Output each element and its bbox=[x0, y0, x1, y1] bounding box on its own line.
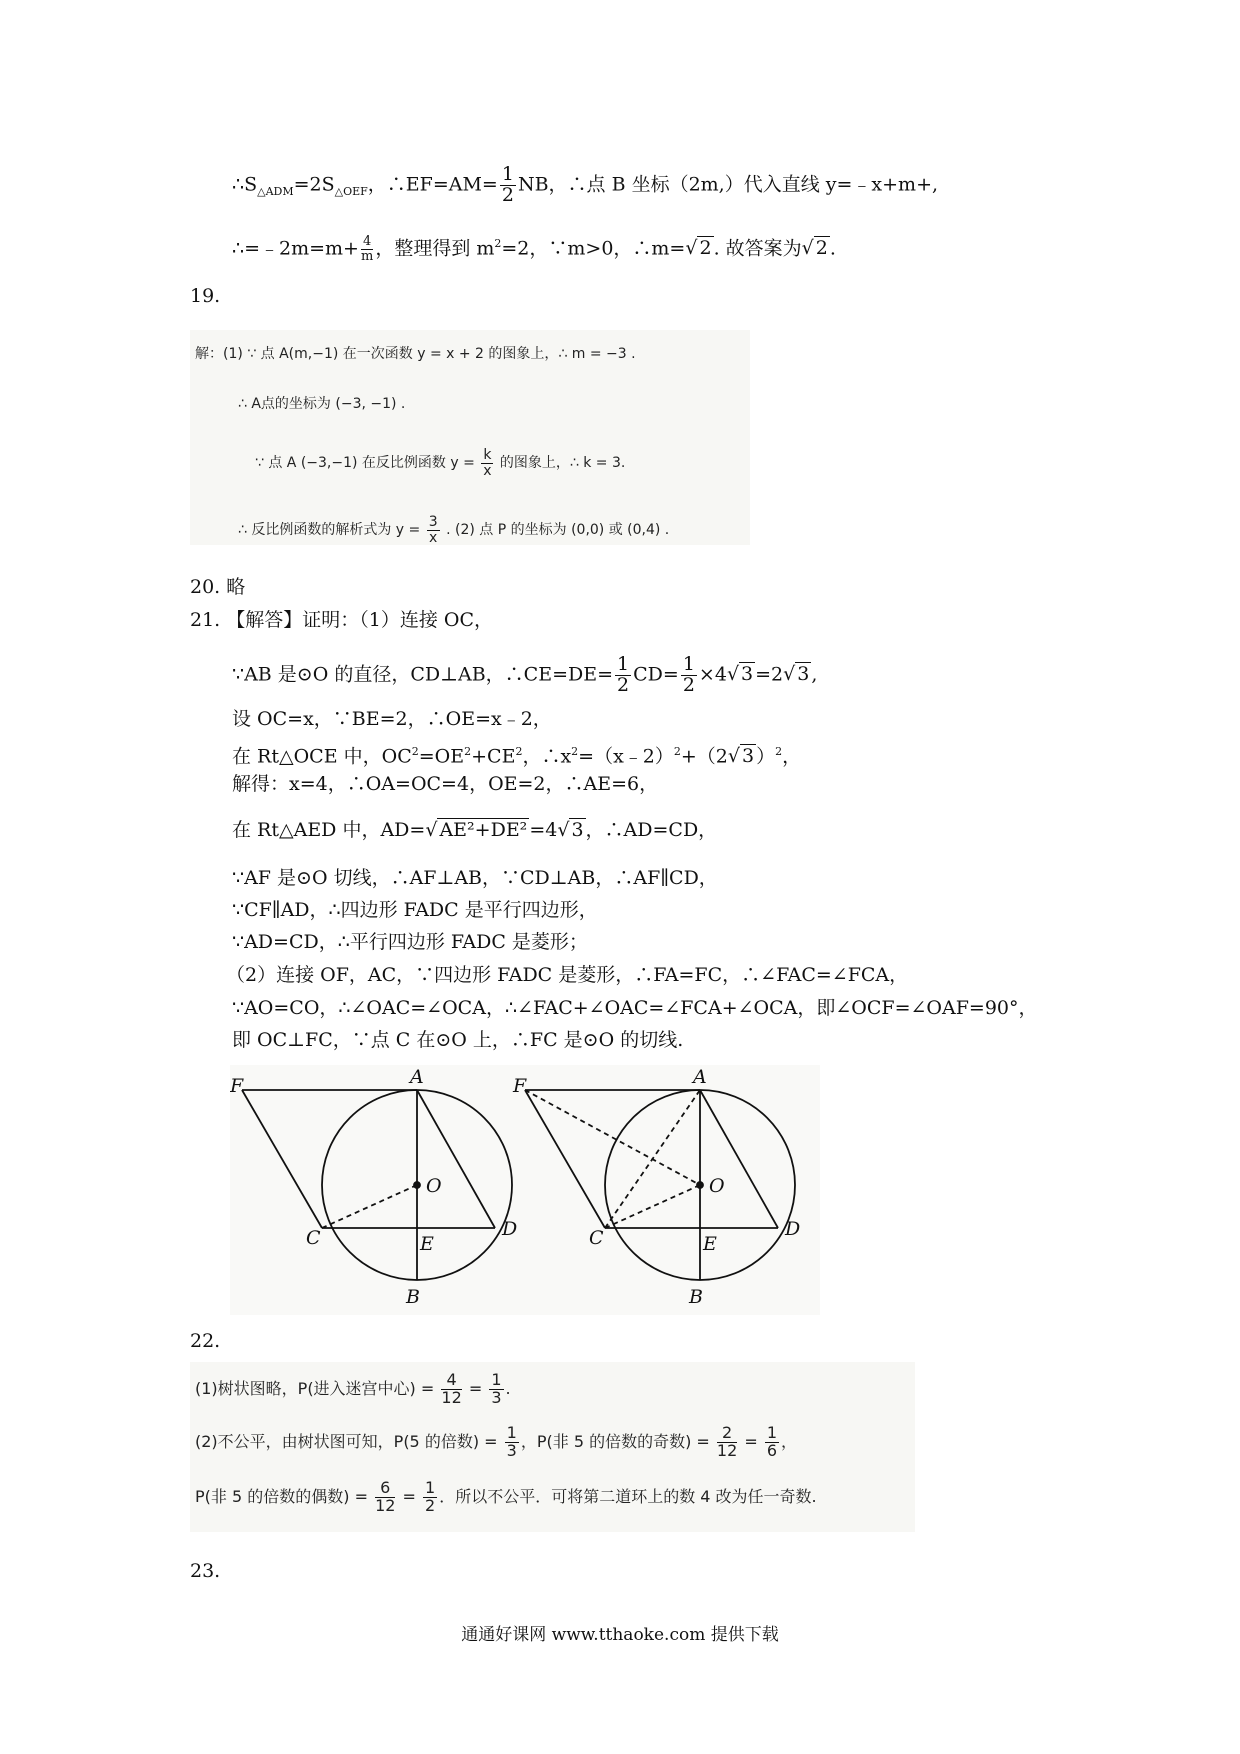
svg-text:E: E bbox=[420, 1233, 434, 1255]
svg-text:F: F bbox=[230, 1075, 244, 1097]
svg-text:O: O bbox=[709, 1175, 725, 1197]
svg-text:B: B bbox=[689, 1286, 703, 1308]
q21-line-6: ∵AF 是⊙O 切线，∴AF⊥AB，∵CD⊥AB，∴AF∥CD， bbox=[232, 867, 718, 889]
svg-text:C: C bbox=[306, 1227, 321, 1249]
question-19-number: 19. bbox=[190, 285, 221, 307]
q21-line-5: 在 Rt△AED 中，AD=√ AE²+DE² =4√ 3 ，∴AD=CD， bbox=[232, 819, 718, 841]
top-line-1: $\therefore S_{\triangle ADM}=2S_{\triangle OEF}$，∴EF=AM= $\frac{1}{2}$ NB，∴点 B 坐标（2m,）代入直线 y=﹣x+m+, bbox=[232, 163, 939, 206]
q21-line-8: ∵AD=CD，∴平行四边形 FADC 是菱形； bbox=[232, 931, 588, 953]
svg-text:O: O bbox=[426, 1175, 442, 1197]
q21-line-1: ∵AB 是⊙O 的直径，CD⊥AB，∴CE=DE= $\frac{1}{2}$ CD= $\frac{1}{2}$ ×4√ 3 =2√ 3 , bbox=[232, 653, 818, 696]
svg-text:A: A bbox=[410, 1066, 424, 1088]
q19-line-4: ∴ 反比例函数的解析式为 y = $\frac{3}{x}$ . (2) 点 P 的坐标为 (0,0) 或 (0,4) . bbox=[238, 514, 670, 546]
question-21-head: 21. 【解答】证明：（1）连接 OC， bbox=[190, 609, 493, 631]
svg-text:D: D bbox=[785, 1218, 801, 1240]
question-23-number: 23. bbox=[190, 1560, 221, 1582]
q19-line-2: ∴ A点的坐标为 (−3, −1) . bbox=[238, 396, 406, 412]
svg-text:F: F bbox=[513, 1075, 527, 1097]
geometry-figure bbox=[230, 1065, 820, 1315]
question-20: 20. 略 bbox=[190, 576, 246, 598]
svg-text:B: B bbox=[406, 1286, 420, 1308]
q21-line-11: 即 OC⊥FC，∵点 C 在⊙O 上，∴FC 是⊙O 的切线. bbox=[232, 1029, 684, 1051]
q22-line-2: (2)不公平，由树状图可知，P(5 的倍数) = $\frac{1}{3}$ ，P(非 5 的倍数的奇数) = $\frac{2}{12}$ = $\frac{1}{6}$ ， bbox=[195, 1423, 798, 1460]
question-22-number: 22. bbox=[190, 1330, 221, 1352]
svg-text:A: A bbox=[693, 1066, 707, 1088]
q21-line-4: 解得：x=4，∴OA=OC=4，OE=2，∴AE=6， bbox=[232, 773, 659, 795]
q21-line-3: 在 Rt△OCE 中，$OC^2=OE^2+CE^2$，$\therefore x^2=(x﹣2)^2+(2√$ 3 ）$^2$， bbox=[232, 745, 802, 768]
q21-line-2: 设 OC=x，∵BE=2，∴OE=x﹣2， bbox=[232, 708, 552, 730]
svg-text:D: D bbox=[502, 1218, 518, 1240]
q21-line-10: ∵AO=CO，∴∠OAC=∠OCA，∴∠FAC+∠OAC=∠FCA+∠OCA，即∠OCF=∠OAF=90°， bbox=[232, 997, 1038, 1019]
q19-line-3: ∵ 点 A (−3,−1) 在反比例函数 y = $\frac{k}{x}$ 的图象上，∴ k = 3. bbox=[255, 447, 626, 479]
q21-line-7: ∵CF∥AD，∴四边形 FADC 是平行四边形， bbox=[232, 899, 598, 921]
page-footer: 通通好课网 www.tthaoke.com 提供下载 bbox=[461, 1625, 779, 1645]
fraction: $\frac{1}{2}$ bbox=[501, 163, 514, 206]
svg-text:E: E bbox=[703, 1233, 717, 1255]
q21-line-9: （2）连接 OF，AC，∵四边形 FADC 是菱形，∴FA=FC，∴∠FAC=∠FCA， bbox=[226, 964, 909, 986]
q22-line-3: P(非 5 的倍数的偶数) = $\frac{6}{12}$ = $\frac{1}{2}$ ．所以不公平．可将第二道环上的数 4 改为任一奇数. bbox=[195, 1478, 817, 1515]
q19-line-1: 解：(1) ∵ 点 A(m,−1) 在一次函数 y = x + 2 的图象上，∴ m = −3 . bbox=[195, 346, 636, 362]
top-line-2: ∴=﹣2m=m+ $\frac{4}{m}$ ，整理得到 $m^2=2$，∵m>0，∴m=√ 2 . 故答案为√ 2 . bbox=[232, 234, 836, 264]
svg-text:C: C bbox=[589, 1227, 604, 1249]
q22-line-1: (1)树状图略，P(进入迷宫中心) = $\frac{4}{12}$ = $\frac{1}{3}$ . bbox=[195, 1370, 511, 1407]
